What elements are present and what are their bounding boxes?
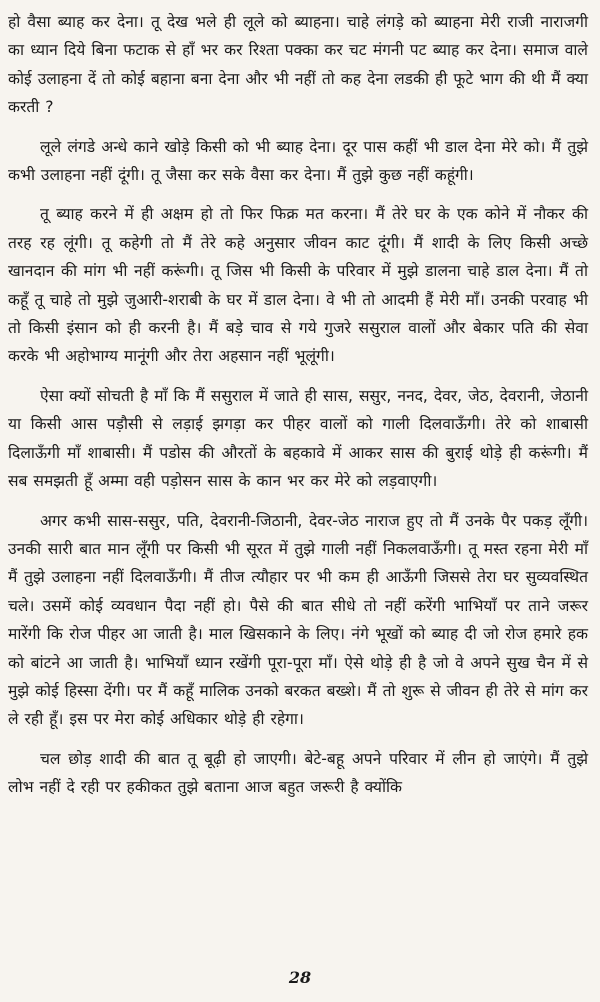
paragraph-2: लूले लंगडे अन्धे काने खोड़े किसी को भी ब्याह देना। दूर पास कहीं भी डाल देना मेरे को। मैं तुझे कभी उलाहना नहीं दूंगी। तू जैसा कर सके वैसा कर देना। मैं तुझे कुछ नहीं कहूंगी।: [8, 137, 588, 185]
paragraph-3: तू ब्याह करने में ही अक्षम हो तो फिर फिक्र मत करना। मैं तेरे घर के एक कोने में नौकर की तरह रह लूंगी। तू कहेगी तो मैं तेरे कहे अनुसार जीवन काट दूंगी। मैं शादी के लिए किसी अच्छे खानदान की मांग भी नहीं करूंगी। तू जिस भी किसी के परिवार में मुझे डालना चाहे डाल देना। मैं तो कहूँ तू चाहे तो मुझे जुआरी-शराबी के घर में डाल देना। वे भी तो आदमी हैं मेरी माँ। उनकी परवाह भी तो किसी इंसान को ही करनी है। मैं बड़े चाव से गये गुजरे ससुराल वालों और बेकार पति की सेवा करके भी अहोभाग्य मानूंगी और तेरा अहसान नहीं भूलूंगी।: [8, 205, 588, 366]
paragraph-5: अगर कभी सास-ससुर, पति, देवरानी-जिठानी, देवर-जेठ नाराज हुए तो मैं उनके पैर पकड़ लूँगी। उनकी सारी बात मान लूँगी पर किसी भी सूरत में तुझे गाली नहीं निकलवाऊँगी। तू मस्त रहना मेरी माँ मैं तुझे उलाहना नहीं दिलवाऊँगी। मैं तीज त्यौहार पर भी कम ही आऊँगी जिससे तेरा घर सुव्यवस्थित चले। उसमें कोई व्यवधान पैदा नहीं हो। पैसे की बात सीधे तो नहीं करेंगी भाभियाँ पर ताने जरूर मारेंगी कि रोज पीहर आ जाती है। माल खिसकाने के लिए। नंगे भूखों को ब्याह दी जो रोज हमारे हक को बांटने आ जाती है। भाभियाँ ध्यान रखेंगी पूरा-पूरा माँ। ऐसे थोड़े ही है जो वे अपने सुख चैन में से मुझे कोई हिस्सा देंगी। पर मैं कहूँ मालिक उनको बरकत बख्शे। मैं तो शुरू से जीवन ही तेरे से मांग कर ले रही हूँ। इस पर मेरा कोई अधिकार थोड़े ही रहेगा।: [8, 511, 588, 729]
page-number: 28: [288, 968, 312, 987]
paragraph-1: हो वैसा ब्याह कर देना। तू देख भले ही लूले को ब्याहना। चाहे लंगड़े को ब्याहना मेरी राजी नाराजगी का ध्यान दिये बिना फटाक से हाँ भर कर रिश्ता पक्का कर चट मंगनी पट ब्याह कर देना। समाज वाले कोई उलाहना दें तो कोई बहाना बना देना और भी नहीं तो कह देना लडकी ही फूटे भाग की थी मैं क्या करती ?: [8, 13, 588, 117]
paragraph-6: चल छोड़ शादी की बात तू बूढ़ी हो जाएगी। बेटे-बहू अपने परिवार में लीन हो जाएंगे। मैं तुझे लोभ नहीं दे रही पर हकीकत तुझे बताना आज बहुत जरूरी है क्योंकि: [8, 749, 588, 797]
paragraph-4: ऐसा क्यों सोचती है माँ कि मैं ससुराल में जाते ही सास, ससुर, ननद, देवर, जेठ, देवरानी, जेठानी या किसी आस पड़ौसी से लड़ाई झगड़ा कर पीहर वालों को गाली दिलवाऊँगी। तेरे को शाबासी दिलाऊँगी माँ शाबासी। मैं पडोस की औरतों के बहकावे में आकर सास की बुराई थोड़े ही करूंगी। मैं सब समझती हूँ अम्मा वही पड़ोसन सास के कान भर कर मेरे को लड़वाएगी।: [8, 386, 588, 491]
